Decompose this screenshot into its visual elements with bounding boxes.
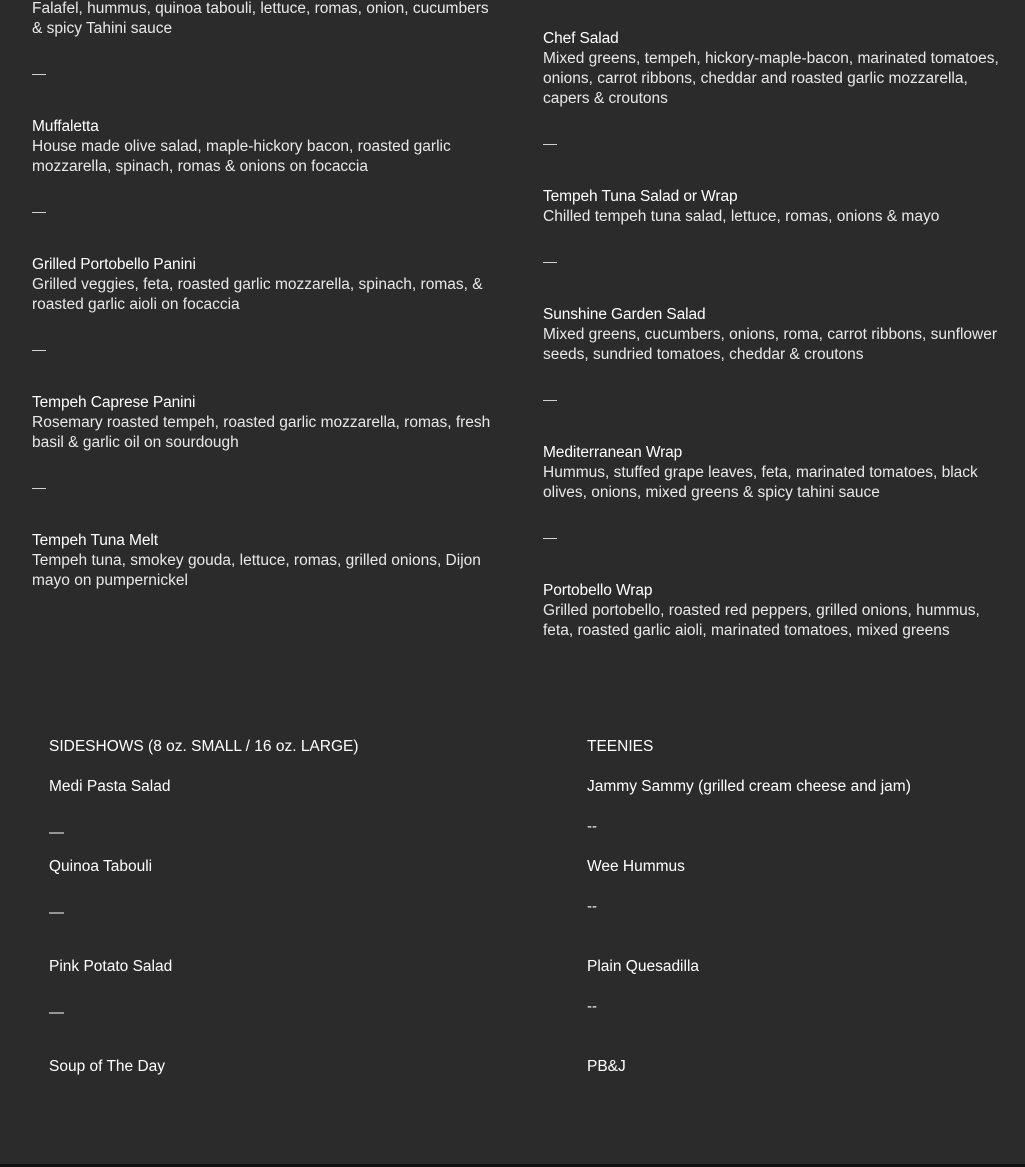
menu-item [32, 393, 502, 453]
menu-item-description: Tempeh tuna, smokey gouda, lettuce, romas, grilled onions, Dijon mayo on pumpernickel [32, 552, 481, 589]
teenies-section [587, 737, 1025, 1077]
menu-item-name: Sunshine Garden Salad [543, 306, 706, 323]
menu-item-name: Tempeh Caprese Panini [32, 394, 196, 411]
menu-item-description: Mixed greens, tempeh, hickory-maple-bacon, marinated tomatoes, onions, carrot ribbons, cheddar and roasted garlic mozzarella, capers & croutons [543, 50, 999, 107]
menu-item [32, 255, 502, 315]
teenie-separator: -- [587, 898, 597, 915]
side-separator: — [49, 1004, 64, 1021]
menu-separator: — [543, 529, 557, 545]
section-heading: SIDESHOWS (8 oz. SMALL / 16 oz. LARGE) [49, 738, 359, 755]
side-item: Pink Potato Salad [49, 958, 173, 975]
teenie-separator: -- [587, 818, 597, 835]
menu-separator: — [32, 203, 46, 219]
side-item: Soup of The Day [49, 1058, 166, 1075]
teenie-item: PB&J [587, 1058, 626, 1075]
menu-item-name: Mediterranean Wrap [543, 444, 683, 461]
side-item: Medi Pasta Salad [49, 778, 171, 795]
menu-separator: — [32, 341, 46, 357]
side-item: Quinoa Tabouli [49, 858, 153, 875]
menu-item-name: Portobello Wrap [543, 582, 653, 599]
menu-item-description: Rosemary roasted tempeh, roasted garlic mozzarella, romas, fresh basil & garlic oil on sourdough [32, 414, 491, 451]
menu-item [32, 117, 502, 177]
teenie-item: Plain Quesadilla [587, 958, 700, 975]
section-heading: TEENIES [587, 738, 654, 755]
menu-item [543, 29, 1013, 109]
menu-separator: — [32, 65, 46, 81]
menu-item [543, 187, 1013, 227]
menu-item [32, 0, 502, 39]
menu-item-description: Grilled veggies, feta, roasted garlic mozzarella, spinach, romas, & roasted garlic aioli on focaccia [32, 276, 483, 313]
menu-item-name: Chef Salad [543, 30, 619, 47]
menu-item-description: Hummus, stuffed grape leaves, feta, marinated tomatoes, black olives, onions, mixed greens & spicy tahini sauce [543, 464, 978, 501]
side-separator: — [49, 824, 64, 841]
side-separator: — [49, 904, 64, 921]
sideshows-section [49, 737, 489, 1077]
menu-item-description: Falafel, hummus, quinoa tabouli, lettuce, romas, onion, cucumbers & spicy Tahini sauce [32, 0, 489, 37]
menu-item [543, 581, 1013, 641]
menu-item-description: House made olive salad, maple-hickory bacon, roasted garlic mozzarella, spinach, romas & onions on focaccia [32, 138, 451, 175]
menu-item-name: Grilled Portobello Panini [32, 256, 196, 273]
menu-separator: — [543, 253, 557, 269]
menu-column-left [32, 0, 502, 591]
teenie-item: Wee Hummus [587, 858, 685, 875]
menu-separator: — [543, 135, 557, 151]
menu-item-description: Grilled portobello, roasted red peppers, grilled onions, hummus, feta, roasted garlic aioli, marinated tomatoes, mixed greens [543, 602, 980, 639]
menu-item-name: Tempeh Tuna Melt [32, 532, 158, 549]
menu-column-right [543, 29, 1013, 641]
menu-item-description: Mixed greens, cucumbers, onions, roma, carrot ribbons, sunflower seeds, sundried tomatoes, cheddar & croutons [543, 326, 998, 363]
teenie-separator: -- [587, 998, 597, 1015]
menu-item-name: Tempeh Tuna Salad or Wrap [543, 188, 738, 205]
menu-separator: — [543, 391, 557, 407]
menu-item-description: Chilled tempeh tuna salad, lettuce, romas, onions & mayo [543, 208, 940, 225]
menu-item [32, 531, 502, 591]
menu-separator: — [32, 479, 46, 495]
menu-item [543, 305, 1013, 365]
menu-item [543, 443, 1013, 503]
teenie-item: Jammy Sammy (grilled cream cheese and jam) [587, 778, 911, 795]
menu-item-name: Muffaletta [32, 118, 99, 135]
